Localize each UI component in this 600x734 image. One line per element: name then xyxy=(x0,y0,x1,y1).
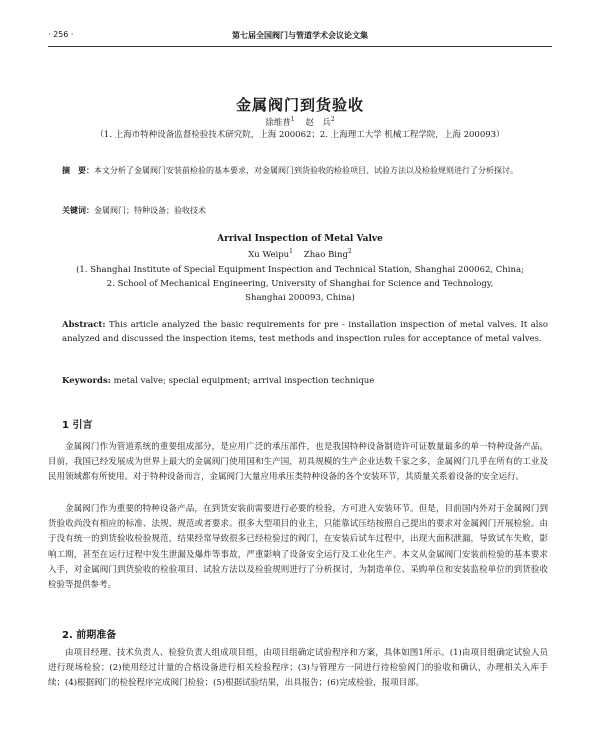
paper-title-en: Arrival Inspection of Metal Valve xyxy=(217,234,383,244)
header-rule xyxy=(48,46,552,47)
journal-title: 第七届全国阀门与管道学术会议论文集 xyxy=(232,31,368,40)
abstract-cn-text: 本文分析了金属阀门安装前检验的基本要求，对金属阀门到货验收的检验项目、试验方法以及检验规则进行了分析探讨。 xyxy=(94,166,518,175)
abstract-en xyxy=(62,318,548,346)
keywords-cn-label: 关键词： xyxy=(62,206,94,215)
section2-heading: 2. 前期准备 xyxy=(62,630,117,641)
section1-para2-text: 金属阀门作为重要的特种设备产品，在到货安装前需要进行必要的检验，方可进入安装环节。但是，目前国内外对于金属阀门到货验收尚没有相应的标准、法规、规范或者要求。很多大型项目的业主，只能靠试压结按照自己提出的要求对金属阀门开展检验。由于没有统一的到货验收检验规范，结果经常导致很多已经检验过的阀门，在安装后试车过程中，出现大面积泄漏，导致试车失败，影响工期，甚至在运行过程中发生泄漏及爆炸等事故，严重影响了设备安全运行及工业化生产。本文从金属阀门安装前检验的基本要求入手，对金属阀门到货验收的检验项目、试验方法以及检验规则进行了分析探讨，为制造单位、采购单位和安装监检单位的到货验收检验等提供参考。 xyxy=(48,504,548,591)
section1-heading: 1 引言 xyxy=(62,420,93,431)
affiliation-en xyxy=(48,263,552,305)
author2-cn-sup: 2 xyxy=(330,116,335,124)
keywords-en-text: metal valve; special equipment; arrival inspection technique xyxy=(113,376,375,386)
author2-en-sup: 2 xyxy=(347,248,352,255)
abstract-cn-label: 摘 要： xyxy=(62,166,94,175)
keywords-en xyxy=(62,376,548,386)
affiliation-en-line1: (1. Shanghai Institute of Special Equipment Inspection and Technical Station, Shanghai 200062, China; xyxy=(76,265,524,275)
abstract-en-label: Abstract: xyxy=(62,320,106,330)
abstract-cn xyxy=(62,164,548,178)
section2-paragraph1 xyxy=(48,646,548,692)
author1-cn-sup: 1 xyxy=(290,116,295,124)
author1-cn: 徐维普 xyxy=(265,118,291,128)
section1-paragraph2 xyxy=(48,502,548,593)
paper-title-cn: 金属阀门到货验收 xyxy=(235,96,364,114)
section1-para1-text: 金属阀门作为管道系统的重要组成部分，是应用广泛的承压部件，也是我国特种设备制造许可证数量最多的单一特种设备产品。目前，我国已经发展成为世界上最大的金属阀门使用国和生产国，初具规模的生产企业达数千家之多，金属阀门几乎在所有的工业及民用领域都有所使用。对于特种设备而言，金属阀门大量应用承压类特种设备的各个安装环节，其质量关系着设备的安全运行。 xyxy=(48,442,548,483)
running-header xyxy=(48,30,552,42)
author1-en: Xu Weipu xyxy=(248,249,290,260)
author2-cn: 赵 兵 xyxy=(305,118,331,128)
affiliation-en-line2: 2. School of Mechanical Engineering, University of Shanghai for Science and Technology, xyxy=(106,279,494,289)
page-number: · 256 · xyxy=(48,30,74,39)
abstract-en-text: This article analyzed the basic requirements for pre - installation inspection of metal valves. It also analyzed and discussed the inspection items, test methods and inspection rules for acceptance of metal valves. xyxy=(62,320,548,344)
keywords-cn xyxy=(62,205,548,216)
authors-cn xyxy=(0,116,600,128)
keywords-en-label: Keywords: xyxy=(62,376,111,386)
affiliation-cn: （1. 上海市特种设备监督检验技术研究院，上海 200062；2. 上海理工大学 机械工程学院，上海 200093） xyxy=(95,130,505,140)
authors-en xyxy=(0,248,600,260)
author1-en-sup: 1 xyxy=(289,248,293,255)
author2-en: Zhao Bing xyxy=(303,249,348,260)
keywords-cn-text: 金属阀门；特种设备；验收技术 xyxy=(94,206,206,215)
section1-paragraph1 xyxy=(48,440,548,486)
section2-para1-text: 由项目经理、技术负责人、检验负责人组成项目组，由项目组确定试验程序和方案，具体如图1所示。(1)由项目组确定试验人员进行现场检验；(2)使用经过计量的合格设备进行相关检验程序；(3)与管理方一同进行待检验阀门的验收和确认，办理相关入库手续；(4)根据阀门的检验程序完成阀门检验；(5)根据试验结果，出具报告；(6)完成检验，报项目部。 xyxy=(48,648,548,689)
affiliation-en-line3: Shanghai 200093, China) xyxy=(245,293,355,303)
